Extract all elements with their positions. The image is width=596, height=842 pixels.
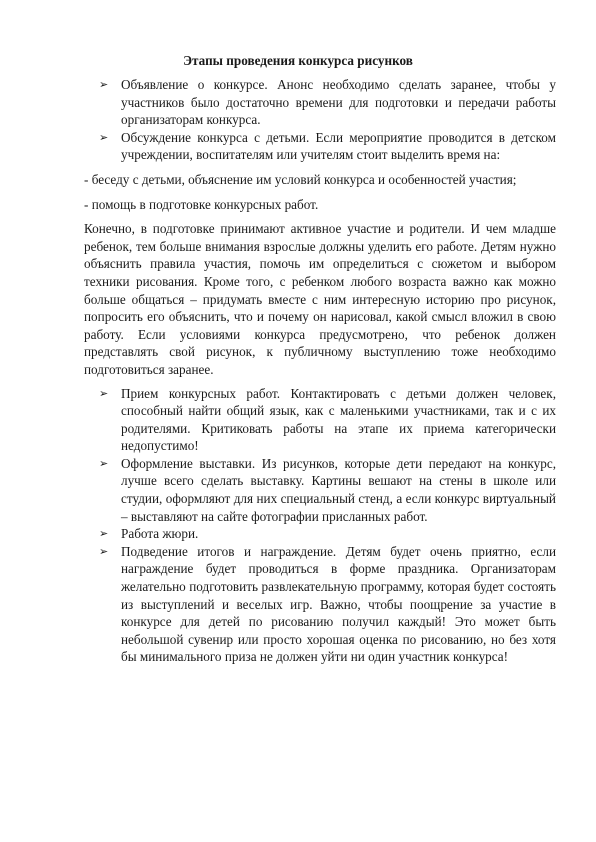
list-item-text: Обсуждение конкурса с детьми. Если мероприятие проводится в детском учреждении, воспитателям или учителям стоит выделить время на: xyxy=(121,129,556,163)
list-item-text: Оформление выставки. Из рисунков, которые дети передают на конкурс, лучше всего сделать выставку. Картины вешают на стены в школе или студии, оформляют для них специальный стенд, а если конкурс виртуальный – выставляют на сайте фотографии присланных работ. xyxy=(121,455,556,524)
arrow-bullet-icon: ➢ xyxy=(99,130,109,144)
dash-item: - помощь в подготовке конкурсных работ. xyxy=(84,196,319,212)
list-item xyxy=(84,525,556,543)
list-item-text: Прием конкурсных работ. Контактировать с детьми должен человек, способный найти общий язык, как с маленькими участниками, так и с их родителями. Критиковать работы на этапе их приема категорически недопустимо! xyxy=(121,385,556,454)
dash-item: - беседу с детьми, объяснение им условий конкурса и особенностей участия; xyxy=(84,171,517,187)
list-item xyxy=(84,385,556,455)
stages-list-2 xyxy=(84,385,556,667)
body-paragraph: Конечно, в подготовке принимают активное участие и родители. И чем младше ребенок, тем больше внимания взрослые должны уделить его работе. Детям нужно объяснить правила участия, помочь им определиться с сюжетом и выбором техники рисования. Кроме того, с ребенком любого возраста важно как можно больше общаться – придумать вместе с ним интересную историю про рисунок, попросить его объяснить, что и почему он нарисовал, какой смысл вложил в свою работу. Если условиями конкурса предусмотрено, что ребенок должен представлять свой рисунок, к публичному выступлению тоже необходимо подготовиться заранее. xyxy=(84,221,556,377)
list-item xyxy=(84,76,556,129)
list-item xyxy=(84,129,556,164)
arrow-bullet-icon: ➢ xyxy=(99,527,109,541)
list-item xyxy=(84,455,556,525)
list-item xyxy=(84,543,556,666)
arrow-bullet-icon: ➢ xyxy=(99,456,109,470)
arrow-bullet-icon: ➢ xyxy=(99,544,109,558)
arrow-bullet-icon: ➢ xyxy=(99,386,109,400)
arrow-bullet-icon: ➢ xyxy=(99,78,109,91)
document-body xyxy=(84,76,556,666)
document-title: Этапы проведения конкурса рисунков xyxy=(183,53,413,68)
stages-list-1 xyxy=(84,76,556,164)
list-item-text: Объявление о конкурсе. Анонс необходимо сделать заранее, чтобы у участников было достаточно времени для подготовки и передачи работы организаторам конкурса. xyxy=(121,77,556,128)
list-item-text: Подведение итогов и награждение. Детям будет очень приятно, если награждение будет проводиться в форме праздника. Организаторам желательно подготовить развлекательную программу, которая будет состоять из выступлений и веселых игр. Важно, чтобы поощрение за участие в конкурсе для детей по рисованию получил каждый! Это может быть небольшой сувенир или просто хорошая оценка по рисованию, но без хотя бы минимального приза не должен уйти ни один участник конкурса! xyxy=(121,543,556,665)
list-item-text: Работа жюри. xyxy=(121,526,199,542)
